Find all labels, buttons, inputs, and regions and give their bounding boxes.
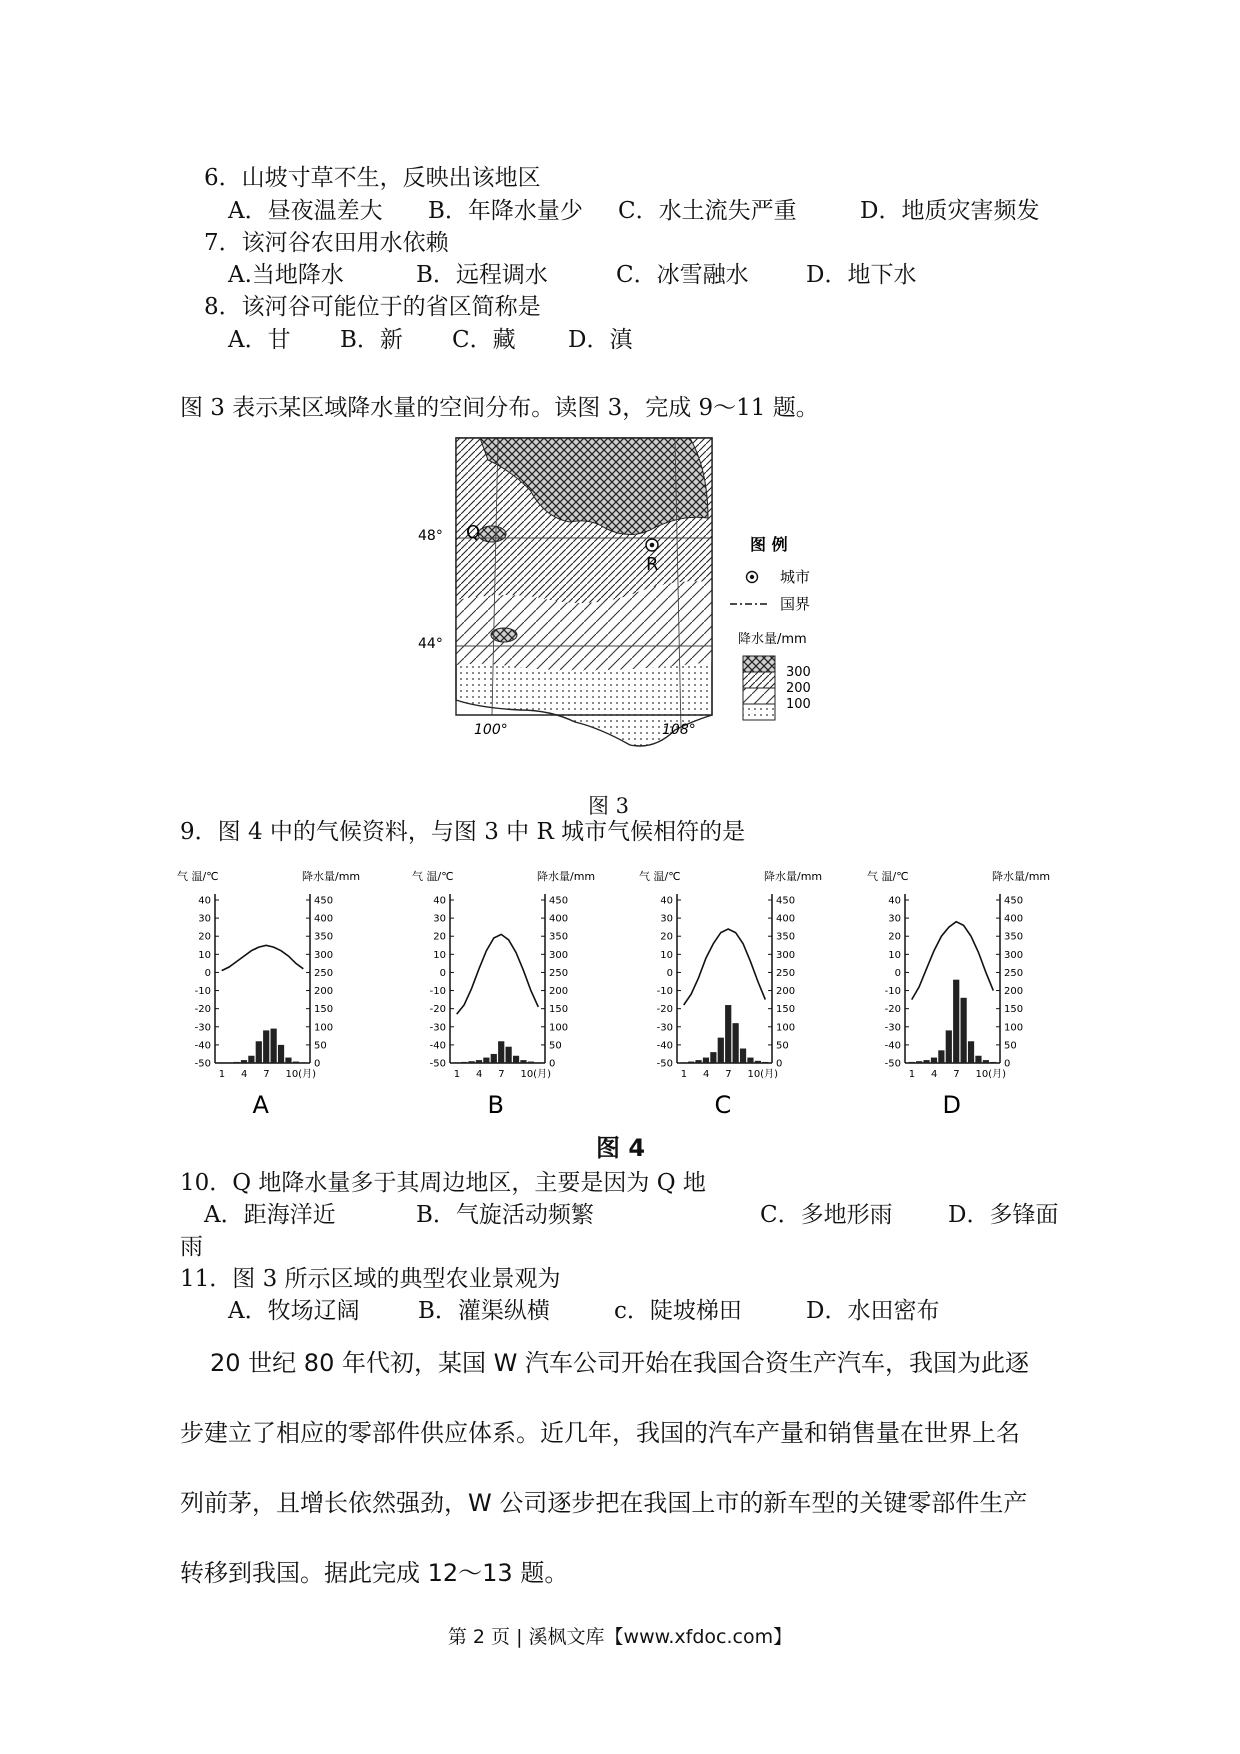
temp-tick: -30 — [884, 1022, 901, 1034]
point-q-label: Q — [466, 522, 481, 543]
temp-tick: -10 — [194, 986, 211, 998]
temp-tick: -50 — [656, 1058, 673, 1070]
lon-label-100: 100° — [474, 722, 508, 738]
temperature-line — [222, 945, 304, 970]
q10-option-a: A．距海洋近 — [204, 1202, 336, 1228]
temp-tick: 10 — [660, 949, 673, 961]
precip-bar — [293, 1062, 299, 1063]
precip-bar — [506, 1047, 512, 1063]
month-tick: 7 — [953, 1069, 960, 1080]
temp-tick: -30 — [429, 1022, 446, 1034]
precip-tick: 200 — [549, 986, 569, 998]
climate-charts — [177, 858, 1085, 1119]
month-tick: 7 — [725, 1069, 732, 1080]
month-tick: 10(月) — [747, 1069, 778, 1080]
precip-bar — [961, 998, 967, 1063]
precip-bar — [300, 1062, 306, 1063]
temp-tick: 30 — [888, 913, 901, 925]
precip-bar — [733, 1023, 739, 1063]
precip-tick: 450 — [314, 895, 334, 907]
passage-line-3: 列前茅，且增长依然强劲，W 公司逐步把在我国上市的新车型的关键零部件生产 — [180, 1489, 1028, 1517]
fig4-caption: 图 4 — [596, 1134, 646, 1162]
q11-option-c: c．陡坡梯田 — [614, 1298, 742, 1324]
page-footer: 第 2 页 | 溪枫文库【www.xfdoc.com】 — [447, 1626, 793, 1648]
climate-chart-a — [177, 869, 360, 1119]
precip-bar — [491, 1054, 497, 1063]
precip-axis-title: 降水量/mm — [764, 870, 823, 883]
fig3-intro: 图 3 表示某区域降水量的空间分布。读图 3，完成 9～11 题。 — [180, 395, 819, 421]
q8-option-d: D．滇 — [568, 327, 633, 353]
precip-tick: 0 — [1004, 1058, 1011, 1070]
precip-tick: 450 — [776, 895, 796, 907]
temp-tick: 20 — [433, 931, 446, 943]
precip-bar — [953, 980, 959, 1063]
temp-tick: 20 — [660, 931, 673, 943]
point-r-label: R — [646, 554, 659, 575]
q7-options — [228, 260, 916, 290]
precip-tick: 200 — [1004, 986, 1024, 998]
q8-option-c: C．藏 — [452, 327, 516, 353]
q11-option-b: B．灌渠纵横 — [418, 1298, 550, 1324]
precip-bar — [688, 1062, 694, 1063]
q8-options — [228, 325, 632, 355]
legend-precip-title: 降水量/mm — [738, 632, 807, 647]
precip-tick: 100 — [549, 1022, 569, 1034]
precip-tick: 450 — [549, 895, 569, 907]
precip-tick: 400 — [1004, 913, 1024, 925]
q6-option-a: A．昼夜温差大 — [228, 198, 383, 224]
precip-tick: 0 — [776, 1058, 783, 1070]
temp-tick: -10 — [656, 986, 673, 998]
temperature-line — [457, 934, 539, 1014]
precip-bar — [695, 1060, 701, 1063]
precip-tick: 350 — [776, 931, 796, 943]
temp-tick: -40 — [429, 1040, 446, 1052]
lat-label-44: 44° — [418, 636, 443, 652]
precip-bar — [241, 1060, 247, 1063]
precip-bar — [263, 1030, 269, 1063]
precip-bar — [968, 1041, 974, 1063]
chart-label: D — [942, 1091, 961, 1119]
q11-option-a: A．牧场辽阔 — [228, 1298, 360, 1324]
precip-bar — [454, 1062, 460, 1063]
temp-tick: -20 — [884, 1004, 901, 1016]
precip-bar — [931, 1058, 937, 1063]
month-tick: 1 — [680, 1069, 688, 1080]
q10-option-d-wrap: 雨 — [180, 1234, 203, 1260]
precip-bar — [226, 1062, 232, 1063]
precip-bar — [468, 1061, 474, 1063]
precip-tick: 350 — [549, 931, 569, 943]
q6-option-c: C．水土流失严重 — [618, 198, 797, 224]
temp-axis-title: 气 温/℃ — [412, 870, 454, 883]
month-tick: 4 — [475, 1069, 483, 1080]
temp-tick: -50 — [194, 1058, 211, 1070]
precip-axis-title: 降水量/mm — [537, 870, 596, 883]
precip-bar — [909, 1062, 915, 1063]
precip-bar — [513, 1056, 519, 1063]
q10-option-b: B．气旋活动频繁 — [416, 1202, 594, 1228]
temp-tick: 0 — [439, 967, 446, 979]
passage-line-2: 步建立了相应的零部件供应体系。近几年，我国的汽车产量和销售量在世界上名 — [180, 1419, 1020, 1447]
q11-option-d: D．水田密布 — [806, 1298, 940, 1324]
precip-tick: 200 — [314, 986, 334, 998]
legend-level-200: 200 — [786, 681, 811, 696]
precip-tick: 300 — [776, 949, 796, 961]
precip-bar — [278, 1045, 284, 1063]
precip-tick: 50 — [776, 1040, 789, 1052]
precip-tick: 150 — [549, 1004, 569, 1016]
month-tick: 7 — [498, 1069, 505, 1080]
precip-bar — [975, 1056, 981, 1063]
precip-bar — [990, 1062, 996, 1063]
month-tick: 4 — [702, 1069, 710, 1080]
chart-label: A — [252, 1091, 269, 1119]
temp-tick: 40 — [198, 895, 211, 907]
precip-tick: 100 — [314, 1022, 334, 1034]
precip-axis-title: 降水量/mm — [302, 870, 361, 883]
q6-stem: 6．山坡寸草不生，反映出该地区 — [204, 165, 541, 191]
month-tick: 4 — [930, 1069, 938, 1080]
legend-swatch-300 — [743, 656, 775, 672]
precip-bar — [703, 1058, 709, 1063]
temp-tick: 30 — [198, 913, 211, 925]
temp-axis-title: 气 温/℃ — [177, 870, 219, 883]
precip-tick: 250 — [1004, 967, 1024, 979]
temperature-line — [684, 929, 766, 1005]
temp-tick: 40 — [888, 895, 901, 907]
precip-bar — [740, 1049, 746, 1063]
temp-tick: 30 — [433, 913, 446, 925]
month-tick: 10(月) — [975, 1069, 1006, 1080]
month-tick: 10(月) — [285, 1069, 316, 1080]
precip-tick: 100 — [776, 1022, 796, 1034]
temp-axis-title: 气 温/℃ — [639, 870, 681, 883]
legend-city-label: 城市 — [780, 568, 811, 586]
precip-bar — [681, 1062, 687, 1063]
precip-tick: 250 — [314, 967, 334, 979]
precip-bar — [520, 1060, 526, 1063]
legend-level-100: 100 — [786, 697, 811, 712]
precip-tick: 300 — [549, 949, 569, 961]
precip-tick: 150 — [1004, 1004, 1024, 1016]
temp-tick: 10 — [888, 949, 901, 961]
legend-title: 图 例 — [750, 535, 788, 554]
temp-tick: -10 — [884, 986, 901, 998]
precip-bar — [461, 1062, 467, 1063]
temp-tick: -50 — [429, 1058, 446, 1070]
temp-tick: -30 — [656, 1022, 673, 1034]
precip-bar — [755, 1061, 761, 1063]
precip-tick: 150 — [776, 1004, 796, 1016]
temp-tick: -20 — [194, 1004, 211, 1016]
legend-swatch-lt100 — [743, 704, 775, 720]
temp-tick: 10 — [198, 949, 211, 961]
precip-bar — [285, 1058, 291, 1063]
chart-label: C — [714, 1091, 732, 1119]
temp-tick: 30 — [660, 913, 673, 925]
q6-option-b: B．年降水量少 — [428, 198, 583, 224]
map-zone-south-patch — [491, 628, 517, 642]
precip-bar — [710, 1052, 716, 1063]
month-tick: 4 — [240, 1069, 248, 1080]
precip-tick: 300 — [1004, 949, 1024, 961]
precipitation-map — [418, 430, 880, 770]
temp-tick: 0 — [204, 967, 211, 979]
legend-level-300: 300 — [786, 665, 811, 680]
month-tick: 1 — [908, 1069, 916, 1080]
precip-tick: 50 — [1004, 1040, 1017, 1052]
precip-tick: 450 — [1004, 895, 1024, 907]
precip-tick: 250 — [549, 967, 569, 979]
precip-tick: 50 — [314, 1040, 327, 1052]
fig3-caption: 图 3 — [588, 794, 630, 818]
precip-tick: 300 — [314, 949, 334, 961]
precip-bar — [762, 1062, 768, 1063]
precip-bar — [725, 1005, 731, 1063]
q7-option-d: D．地下水 — [806, 262, 917, 288]
legend-swatch-200 — [743, 672, 775, 688]
climate-chart-b — [412, 869, 595, 1119]
precip-tick: 400 — [314, 913, 334, 925]
q7-option-c: C．冰雪融水 — [616, 262, 749, 288]
temp-axis-title: 气 温/℃ — [867, 870, 909, 883]
precip-bar — [498, 1041, 504, 1063]
precip-bar — [983, 1060, 989, 1063]
precip-bar — [271, 1029, 277, 1063]
temp-tick: 0 — [894, 967, 901, 979]
precip-tick: 200 — [776, 986, 796, 998]
temp-tick: -10 — [429, 986, 446, 998]
precip-bar — [483, 1058, 489, 1063]
q7-stem: 7．该河谷农田用水依赖 — [204, 230, 449, 256]
precip-tick: 250 — [776, 967, 796, 979]
temp-tick: -20 — [656, 1004, 673, 1016]
temp-tick: 10 — [433, 949, 446, 961]
temp-tick: -40 — [194, 1040, 211, 1052]
chart-label: B — [487, 1091, 504, 1119]
month-tick: 1 — [453, 1069, 461, 1080]
q8-option-b: B．新 — [340, 327, 403, 353]
q11-options — [228, 1296, 939, 1326]
precip-tick: 0 — [314, 1058, 321, 1070]
temp-tick: -20 — [429, 1004, 446, 1016]
passage-line-1: 20 世纪 80 年代初，某国 W 汽车公司开始在我国合资生产汽车，我国为此逐 — [210, 1349, 1029, 1377]
month-tick: 1 — [218, 1069, 226, 1080]
climate-chart-d — [867, 869, 1050, 1119]
temp-tick: -40 — [656, 1040, 673, 1052]
precip-tick: 150 — [314, 1004, 334, 1016]
temp-tick: 0 — [666, 967, 673, 979]
q10-options — [204, 1200, 1058, 1230]
lat-label-48: 48° — [418, 528, 443, 544]
temp-tick: -50 — [884, 1058, 901, 1070]
temp-tick: -30 — [194, 1022, 211, 1034]
precip-tick: 350 — [314, 931, 334, 943]
precip-tick: 0 — [549, 1058, 556, 1070]
q6-options — [228, 196, 1039, 226]
precip-bar — [476, 1060, 482, 1063]
precip-bar — [946, 1030, 952, 1063]
precip-bar — [747, 1058, 753, 1063]
precip-tick: 400 — [549, 913, 569, 925]
precip-axis-title: 降水量/mm — [992, 870, 1051, 883]
q7-option-a: A.当地降水 — [228, 262, 344, 288]
q10-option-c: C．多地形雨 — [760, 1202, 893, 1228]
legend-swatch-100 — [743, 688, 775, 704]
precip-bar — [916, 1061, 922, 1063]
temp-tick: 40 — [433, 895, 446, 907]
precip-bar — [923, 1060, 929, 1063]
q11-stem: 11．图 3 所示区域的典型农业景观为 — [180, 1266, 561, 1292]
lon-label-108: 108° — [662, 722, 696, 738]
legend-border-label: 国界 — [780, 595, 811, 613]
precip-bar — [938, 1050, 944, 1063]
precip-bar — [248, 1056, 254, 1063]
q9-stem: 9．图 4 中的气候资料，与图 3 中 R 城市气候相符的是 — [180, 819, 746, 845]
temperature-line — [912, 922, 994, 1000]
temp-tick: 40 — [660, 895, 673, 907]
precip-bar — [718, 1038, 724, 1063]
precip-tick: 350 — [1004, 931, 1024, 943]
month-tick: 10(月) — [520, 1069, 551, 1080]
temp-tick: 20 — [888, 931, 901, 943]
q6-option-d: D．地质灾害频发 — [860, 198, 1040, 224]
precip-tick: 50 — [549, 1040, 562, 1052]
q8-option-a: A．甘 — [228, 327, 291, 353]
passage-line-4: 转移到我国。据此完成 12～13 题。 — [180, 1559, 569, 1587]
precip-bar — [219, 1062, 225, 1063]
precip-bar — [256, 1041, 262, 1063]
temp-tick: 20 — [198, 931, 211, 943]
q10-option-d: D．多锋面 — [948, 1202, 1059, 1228]
q10-stem: 10．Q 地降水量多于其周边地区，主要是因为 Q 地 — [180, 1170, 706, 1196]
precip-tick: 100 — [1004, 1022, 1024, 1034]
climate-chart-c — [639, 869, 822, 1119]
temp-tick: -40 — [884, 1040, 901, 1052]
map-zone-q-high — [478, 526, 506, 542]
precip-tick: 400 — [776, 913, 796, 925]
q7-option-b: B．远程调水 — [416, 262, 548, 288]
precip-bar — [535, 1062, 541, 1063]
month-tick: 7 — [263, 1069, 270, 1080]
precip-bar — [233, 1062, 239, 1063]
precip-bar — [528, 1062, 534, 1063]
q8-stem: 8．该河谷可能位于的省区简称是 — [204, 294, 541, 320]
